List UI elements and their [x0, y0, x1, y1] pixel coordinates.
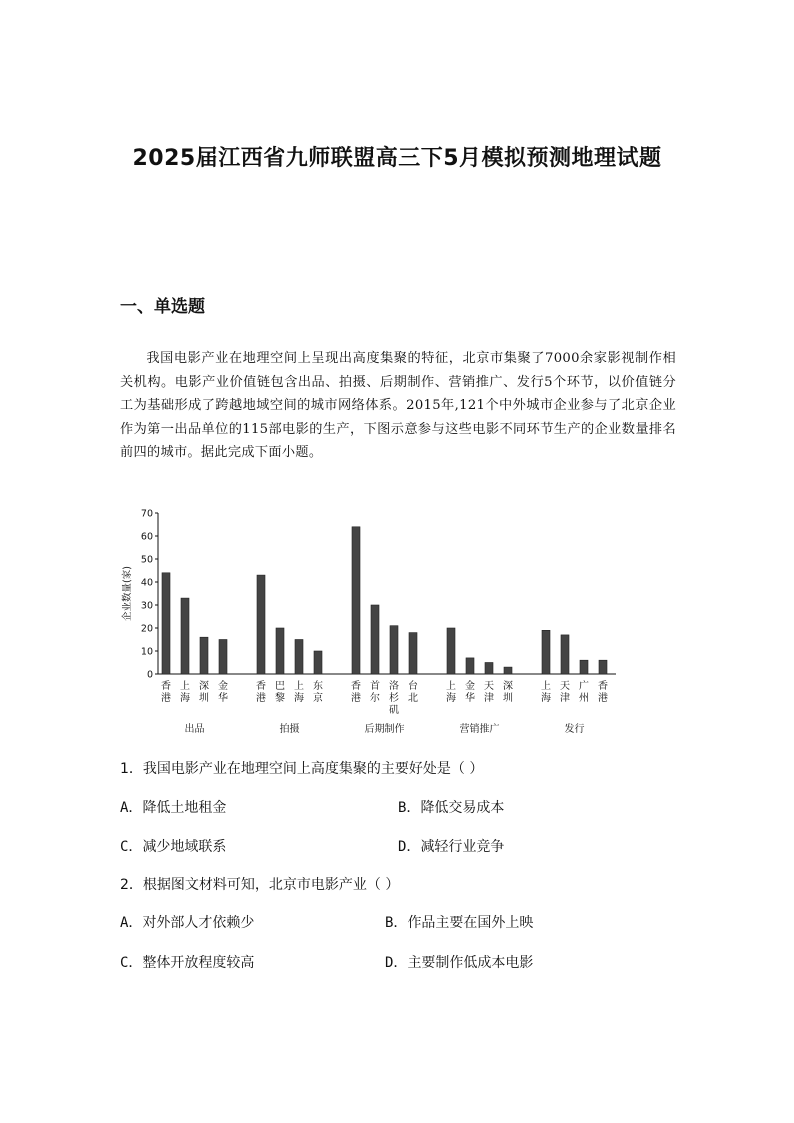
category-label: 上海 [294, 681, 304, 704]
group-label: 后期制作 [364, 724, 405, 735]
question-1-option-b[interactable] [398, 797, 504, 817]
option-label: C． [120, 955, 143, 971]
category-label: 上海 [180, 681, 190, 704]
passage-text: 我国电影产业在地理空间上呈现出高度集聚的特征，北京市集聚了7000余家影视制作相关机构。电影产业价值链包含出品、拍摄、后期制作、营销推广、发行5个环节，以价值链分工为基础形成了跨越地域空间的城市网络体系。2015年,121个中外城市企业参与了北京企业作为第一出品单位的115部电影的生产，下图示意参与这些电影不同环节生产的企业数量排名前四的城市。据此完成下面小题。 [120, 351, 676, 460]
bar [485, 663, 493, 675]
option-text: 整体开放程度较高 [142, 955, 255, 971]
y-tick-label: 20 [140, 623, 153, 635]
question-2-option-d[interactable] [385, 952, 533, 972]
section-heading: 一、单选题 [120, 297, 205, 317]
y-axis-label: 企业数量(家) [122, 566, 133, 621]
page-title: 2025届江西省九师联盟高三下5月模拟预测地理试题 [132, 146, 662, 171]
category-label: 洛杉矶 [389, 681, 399, 716]
y-tick-label: 10 [140, 646, 153, 658]
category-label: 香港 [351, 681, 361, 704]
y-tick-label: 50 [140, 554, 153, 566]
bar [162, 573, 170, 674]
category-label: 金华 [218, 681, 228, 704]
bar [257, 575, 265, 674]
category-label: 香港 [598, 681, 608, 704]
group-label: 拍摄 [279, 724, 300, 735]
question-1-option-d[interactable] [398, 836, 504, 856]
category-label: 香港 [256, 681, 266, 704]
group-label: 发行 [564, 724, 585, 735]
y-tick-label: 40 [140, 577, 153, 589]
bar [295, 640, 303, 675]
bar [314, 651, 322, 674]
option-label: A． [120, 800, 143, 816]
question-2-option-c[interactable] [120, 952, 254, 972]
y-tick-label: 30 [140, 600, 153, 612]
bar [219, 640, 227, 675]
category-label: 天津 [560, 681, 570, 704]
category-label: 上海 [446, 681, 456, 704]
option-label: A． [120, 915, 143, 931]
option-text: 减少地域联系 [142, 839, 227, 855]
option-text: 对外部人才依赖少 [142, 915, 255, 931]
bar [200, 637, 208, 674]
option-text: 减轻行业竞争 [420, 839, 505, 855]
bar [409, 633, 417, 674]
option-label: B． [398, 800, 421, 816]
bar [371, 605, 379, 674]
y-tick-label: 60 [140, 531, 153, 543]
category-label: 首尔 [370, 681, 380, 704]
bar [181, 598, 189, 674]
category-label: 东京 [313, 681, 323, 704]
question-1-option-a[interactable] [120, 797, 226, 817]
group-label: 营销推广 [459, 724, 500, 735]
y-tick-label: 70 [140, 508, 153, 520]
bar [352, 527, 360, 674]
bar [561, 635, 569, 674]
category-label: 深圳 [199, 681, 209, 704]
bar [276, 628, 284, 674]
category-label: 深圳 [503, 681, 513, 704]
category-label: 上海 [541, 681, 551, 704]
bar [542, 630, 550, 674]
bar-chart [110, 505, 630, 740]
bar [447, 628, 455, 674]
option-label: B． [385, 915, 408, 931]
bar [504, 667, 512, 674]
option-label: D． [385, 955, 408, 971]
category-label: 金华 [465, 681, 475, 704]
option-text: 降低土地租金 [142, 800, 227, 816]
bar [580, 660, 588, 674]
question-2-option-a[interactable] [120, 912, 254, 932]
question-2-stem: 2．根据图文材料可知，北京市电影产业（ ） [120, 877, 400, 893]
option-text: 作品主要在国外上映 [407, 915, 534, 931]
category-label: 天津 [484, 681, 494, 704]
option-text: 主要制作低成本电影 [407, 955, 534, 971]
category-label: 香港 [161, 681, 171, 704]
category-label: 巴黎 [275, 681, 285, 704]
option-label: D． [398, 839, 421, 855]
bar [390, 626, 398, 674]
option-text: 降低交易成本 [420, 800, 505, 816]
bar [466, 658, 474, 674]
option-label: C． [120, 839, 143, 855]
question-1-stem: 1．我国电影产业在地理空间上高度集聚的主要好处是（ ） [120, 761, 484, 777]
question-2-option-b[interactable] [385, 912, 533, 932]
y-tick-label: 0 [146, 669, 153, 681]
question-1-option-c[interactable] [120, 836, 226, 856]
category-label: 台北 [408, 681, 418, 704]
category-label: 广州 [579, 681, 589, 704]
bar [599, 660, 607, 674]
group-label: 出品 [184, 724, 205, 735]
